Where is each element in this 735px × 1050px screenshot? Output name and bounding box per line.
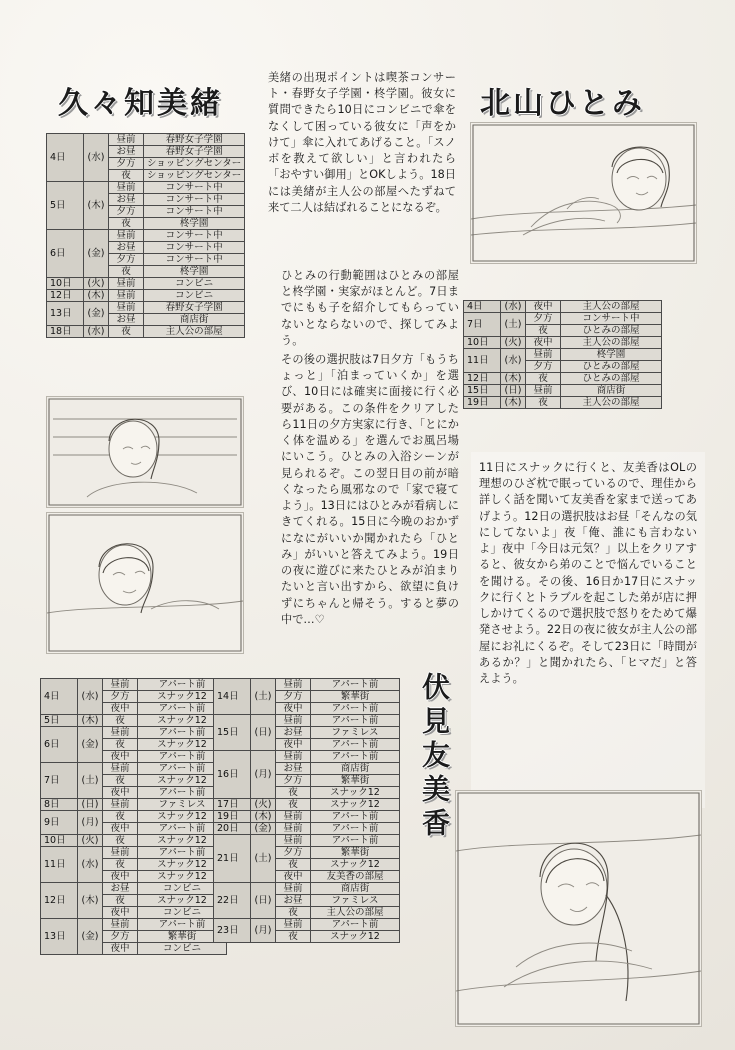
schedule-place: コンサート中 [144, 242, 245, 254]
table-row [41, 679, 227, 691]
illustration-mio-lying [46, 512, 244, 654]
schedule-weekday: (木) [78, 715, 103, 727]
schedule-time: 昼前 [276, 679, 311, 691]
schedule-weekday: (土) [501, 313, 526, 337]
schedule-weekday: (木) [84, 290, 109, 302]
schedule-time: 夕方 [276, 847, 311, 859]
schedule-time: 昼前 [526, 349, 561, 361]
schedule-place: 柊学園 [561, 349, 662, 361]
schedule-time: 夜中 [103, 943, 138, 955]
schedule-date: 7日 [464, 313, 501, 337]
schedule-place: スナック12 [138, 775, 227, 787]
schedule-place: ひとみの部屋 [561, 373, 662, 385]
schedule-date: 10日 [41, 835, 78, 847]
schedule-time: 夜中 [103, 871, 138, 883]
schedule-place: アパート前 [311, 739, 400, 751]
schedule-time: 昼前 [103, 763, 138, 775]
schedule-date: 5日 [47, 182, 84, 230]
schedule-place: アパート前 [138, 751, 227, 763]
schedule-time: お昼 [109, 194, 144, 206]
schedule-time: お昼 [276, 763, 311, 775]
schedule-weekday: (木) [501, 373, 526, 385]
table-row [464, 313, 662, 325]
schedule-weekday: (火) [84, 278, 109, 290]
schedule-date: 18日 [47, 326, 84, 338]
schedule-time: 夜中 [103, 787, 138, 799]
section-heading-yumika: 伏見友美香 [418, 672, 451, 842]
table-row [47, 290, 245, 302]
schedule-time: お昼 [109, 314, 144, 326]
schedule-weekday: (月) [251, 751, 276, 799]
schedule-time: 昼前 [103, 727, 138, 739]
table-row [47, 182, 245, 194]
table-row [41, 835, 227, 847]
illustration-hitomi-bed [470, 122, 697, 264]
table-row [41, 811, 227, 823]
schedule-place: 春野女子学園 [144, 134, 245, 146]
schedule-weekday: (日) [501, 385, 526, 397]
schedule-place: コンサート中 [144, 194, 245, 206]
schedule-time: お昼 [276, 727, 311, 739]
schedule-date: 15日 [464, 385, 501, 397]
schedule-place: コンビニ [138, 907, 227, 919]
schedule-place: 繁華街 [311, 847, 400, 859]
schedule-place: アパート前 [311, 811, 400, 823]
schedule-time: 夜 [526, 325, 561, 337]
schedule-date: 4日 [41, 679, 78, 715]
schedule-weekday: (日) [251, 715, 276, 751]
schedule-place: アパート前 [138, 679, 227, 691]
schedule-place: 主人公の部屋 [561, 301, 662, 313]
schedule-place: 繁華街 [138, 931, 227, 943]
schedule-weekday: (火) [501, 337, 526, 349]
schedule-place: アパート前 [138, 847, 227, 859]
schedule-time: 夕方 [103, 691, 138, 703]
table-row [464, 373, 662, 385]
schedule-weekday: (金) [84, 230, 109, 278]
schedule-place: アパート前 [138, 727, 227, 739]
schedule-place: 商店街 [311, 883, 400, 895]
schedule-place: 主人公の部屋 [561, 397, 662, 409]
schedule-place: スナック12 [311, 787, 400, 799]
schedule-weekday: (日) [251, 883, 276, 919]
schedule-time: 昼前 [103, 847, 138, 859]
schedule-time: 夜中 [103, 703, 138, 715]
schedule-date: 12日 [464, 373, 501, 385]
schedule-place: 柊学園 [144, 266, 245, 278]
schedule-time: 昼前 [109, 182, 144, 194]
schedule-place: コンビニ [138, 883, 227, 895]
table-row [47, 134, 245, 146]
schedule-place: 商店街 [561, 385, 662, 397]
schedule-time: 夜 [526, 397, 561, 409]
schedule-date: 9日 [41, 811, 78, 835]
table-row [214, 715, 400, 727]
schedule-date: 22日 [214, 883, 251, 919]
schedule-date: 7日 [41, 763, 78, 799]
schedule-date: 16日 [214, 751, 251, 799]
schedule-place: アパート前 [311, 679, 400, 691]
schedule-place: 友美香の部屋 [311, 871, 400, 883]
section-heading-hitomi: 北山ひとみ [480, 86, 645, 121]
schedule-time: 昼前 [103, 919, 138, 931]
schedule-date: 4日 [47, 134, 84, 182]
schedule-date: 13日 [41, 919, 78, 955]
schedule-time: 夜 [103, 895, 138, 907]
schedule-time: 夜 [276, 799, 311, 811]
schedule-date: 5日 [41, 715, 78, 727]
table-row [464, 385, 662, 397]
schedule-date: 6日 [47, 230, 84, 278]
schedule-place: コンサート中 [144, 206, 245, 218]
schedule-place: 繁華街 [311, 691, 400, 703]
schedule-time: 夜 [109, 170, 144, 182]
table-row [47, 302, 245, 314]
table-row [47, 326, 245, 338]
schedule-time: 昼前 [109, 278, 144, 290]
schedule-place: スナック12 [138, 895, 227, 907]
schedule-date: 4日 [464, 301, 501, 313]
schedule-weekday: (木) [251, 811, 276, 823]
schedule-weekday: (火) [78, 835, 103, 847]
schedule-place: 主人公の部屋 [561, 337, 662, 349]
schedule-weekday: (金) [251, 823, 276, 835]
schedule-weekday: (火) [251, 799, 276, 811]
schedule-table-mio [46, 133, 245, 338]
schedule-time: 昼前 [276, 835, 311, 847]
schedule-time: 夜中 [103, 823, 138, 835]
schedule-time: 昼前 [276, 751, 311, 763]
schedule-time: 夜 [103, 775, 138, 787]
table-row [47, 230, 245, 242]
schedule-weekday: (土) [78, 763, 103, 799]
schedule-time: 夜 [103, 835, 138, 847]
schedule-date: 10日 [464, 337, 501, 349]
schedule-date: 19日 [214, 811, 251, 823]
schedule-time: 夕方 [526, 361, 561, 373]
schedule-weekday: (木) [501, 397, 526, 409]
schedule-place: アパート前 [138, 919, 227, 931]
schedule-place: ショッピングセンター [144, 158, 245, 170]
schedule-place: 商店街 [144, 314, 245, 326]
schedule-time: 昼前 [103, 799, 138, 811]
schedule-place: 主人公の部屋 [311, 907, 400, 919]
table-row [214, 799, 400, 811]
schedule-time: 夕方 [526, 313, 561, 325]
schedule-place: ひとみの部屋 [561, 361, 662, 373]
table-row [214, 823, 400, 835]
schedule-weekday: (水) [84, 326, 109, 338]
schedule-date: 17日 [214, 799, 251, 811]
schedule-date: 8日 [41, 799, 78, 811]
table-row [214, 883, 400, 895]
schedule-weekday: (土) [251, 679, 276, 715]
schedule-date: 10日 [47, 278, 84, 290]
schedule-date: 13日 [47, 302, 84, 326]
schedule-weekday: (水) [501, 301, 526, 313]
schedule-time: お昼 [109, 146, 144, 158]
schedule-place: スナック12 [311, 931, 400, 943]
schedule-weekday: (土) [251, 835, 276, 883]
schedule-time: 夜 [103, 811, 138, 823]
section-heading-mio: 久々知美緒 [58, 86, 223, 121]
schedule-table-yumika-right [213, 678, 400, 943]
body-text-yumika: 11日にスナックに行くと、友美香はOLの理想のひざ枕で眠っているので、理佳から詳しく話を聞いて友美香を家まで送ってあげよう。12日の選択肢はお昼「そんなの気にしてないよ」夜「俺、誰にも言わないよ」夜中「今日は元気？」以上をクリアすると、彼女から弟のことで悩んでいることを聞ける。その後、16日か17日にスナックに行くとトラブルを起こした弟が店に押しかけてくるので選択肢で怒りをためて爆発させよう。22日の夜に彼女が主人公の部屋にお礼にくるぞ。そして23日に「時間があるか？」と聞かれたら、「ヒマだ」と答えよう。 [471, 452, 705, 808]
schedule-place: コンサート中 [561, 313, 662, 325]
schedule-time: 昼前 [276, 715, 311, 727]
schedule-place: 商店街 [311, 763, 400, 775]
schedule-place: アパート前 [311, 835, 400, 847]
schedule-time: 夜中 [276, 871, 311, 883]
table-row [41, 727, 227, 739]
schedule-time: お昼 [109, 242, 144, 254]
schedule-time: 昼前 [276, 919, 311, 931]
schedule-place: ショッピングセンター [144, 170, 245, 182]
schedule-place: ファミレス [138, 799, 227, 811]
schedule-time: 昼前 [276, 883, 311, 895]
schedule-time: 夜中 [276, 703, 311, 715]
schedule-place: スナック12 [138, 739, 227, 751]
schedule-table-hitomi [463, 300, 662, 409]
schedule-weekday: (金) [84, 302, 109, 326]
schedule-place: ファミレス [311, 727, 400, 739]
schedule-date: 15日 [214, 715, 251, 751]
schedule-date: 11日 [464, 349, 501, 373]
schedule-time: 昼前 [109, 230, 144, 242]
schedule-time: 夜 [276, 907, 311, 919]
schedule-place: アパート前 [311, 823, 400, 835]
schedule-place: スナック12 [138, 691, 227, 703]
schedule-date: 21日 [214, 835, 251, 883]
schedule-place: スナック12 [311, 859, 400, 871]
table-row [464, 397, 662, 409]
schedule-time: 夜中 [526, 301, 561, 313]
schedule-place: ファミレス [311, 895, 400, 907]
schedule-time: 夕方 [109, 206, 144, 218]
schedule-date: 14日 [214, 679, 251, 715]
schedule-weekday: (水) [84, 134, 109, 182]
schedule-weekday: (水) [501, 349, 526, 373]
schedule-place: 春野女子学園 [144, 302, 245, 314]
schedule-time: 夜 [109, 326, 144, 338]
schedule-weekday: (金) [78, 727, 103, 763]
schedule-time: 夜 [526, 373, 561, 385]
table-row [214, 919, 400, 931]
schedule-weekday: (金) [78, 919, 103, 955]
schedule-time: 夕方 [103, 931, 138, 943]
schedule-time: 昼前 [276, 823, 311, 835]
schedule-time: 昼前 [276, 811, 311, 823]
schedule-place: アパート前 [311, 919, 400, 931]
schedule-date: 12日 [47, 290, 84, 302]
schedule-time: 夜 [276, 931, 311, 943]
table-row [214, 811, 400, 823]
schedule-place: コンサート中 [144, 230, 245, 242]
table-row [464, 337, 662, 349]
schedule-date: 20日 [214, 823, 251, 835]
schedule-time: 昼前 [109, 134, 144, 146]
schedule-place: ひとみの部屋 [561, 325, 662, 337]
table-row [464, 349, 662, 361]
schedule-time: 夕方 [109, 254, 144, 266]
schedule-time: 昼前 [109, 302, 144, 314]
schedule-time: 昼前 [103, 679, 138, 691]
schedule-time: 夜 [103, 859, 138, 871]
schedule-time: 夜中 [526, 337, 561, 349]
schedule-time: 夕方 [276, 775, 311, 787]
schedule-place: コンサート中 [144, 182, 245, 194]
schedule-place: スナック12 [138, 859, 227, 871]
table-row [41, 799, 227, 811]
schedule-place: コンビニ [144, 290, 245, 302]
schedule-weekday: (月) [251, 919, 276, 943]
illustration-mio-window [46, 396, 244, 508]
schedule-date: 12日 [41, 883, 78, 919]
schedule-weekday: (水) [78, 847, 103, 883]
schedule-weekday: (日) [78, 799, 103, 811]
schedule-place: アパート前 [311, 751, 400, 763]
schedule-date: 23日 [214, 919, 251, 943]
schedule-date: 19日 [464, 397, 501, 409]
schedule-time: 夜 [109, 218, 144, 230]
schedule-weekday: (水) [78, 679, 103, 715]
illustration-yumika-reclining [455, 790, 702, 1027]
schedule-place: スナック12 [311, 799, 400, 811]
table-row [41, 847, 227, 859]
intro-text-hitomi: ひとみの行動範囲はひとみの部屋と柊学園・実家がほとんど。7日までにもも子を紹介してもらっていないとならないので、探してみよう。 [281, 269, 459, 347]
table-row [41, 763, 227, 775]
schedule-place: スナック12 [138, 715, 227, 727]
schedule-place: スナック12 [138, 871, 227, 883]
schedule-place: 春野女子学園 [144, 146, 245, 158]
schedule-place: アパート前 [311, 703, 400, 715]
table-row [41, 883, 227, 895]
schedule-place: コンサート中 [144, 254, 245, 266]
schedule-date: 6日 [41, 727, 78, 763]
table-row [214, 751, 400, 763]
schedule-time: 夜中 [276, 739, 311, 751]
schedule-place: 繁華街 [311, 775, 400, 787]
schedule-time: 夜 [276, 787, 311, 799]
schedule-place: 柊学園 [144, 218, 245, 230]
schedule-time: お昼 [276, 895, 311, 907]
table-row [214, 835, 400, 847]
schedule-weekday: (木) [78, 883, 103, 919]
intro-text-mio: 美緒の出現ポイントは喫茶コンサート・春野女子学園・柊学園。彼女に質問できたら10日にコンビニで傘をなくして困っている彼女に「声をかけて」傘に入れてあげること。「スノボを教えて欲しい」と言われたら「おやすい御用」とOKしよう。18日には美緒が主人公の部屋へたずねて来て二人は結ばれることになるぞ。 [268, 71, 456, 214]
schedule-weekday: (月) [78, 811, 103, 835]
schedule-time: 昼前 [109, 290, 144, 302]
schedule-time: 夜 [103, 715, 138, 727]
schedule-place: コンビニ [138, 943, 227, 955]
schedule-time: 夜中 [103, 751, 138, 763]
schedule-weekday: (木) [84, 182, 109, 230]
schedule-time: 夜中 [103, 907, 138, 919]
schedule-place: アパート前 [138, 823, 227, 835]
schedule-time: 昼前 [526, 385, 561, 397]
schedule-place: スナック12 [138, 835, 227, 847]
table-row [41, 715, 227, 727]
schedule-place: アパート前 [138, 703, 227, 715]
schedule-table-yumika-left [40, 678, 227, 955]
schedule-time: 夜 [103, 739, 138, 751]
table-row [41, 919, 227, 931]
schedule-time: 夜 [276, 859, 311, 871]
schedule-place: スナック12 [138, 811, 227, 823]
schedule-time: 夜 [109, 266, 144, 278]
schedule-time: 夕方 [276, 691, 311, 703]
schedule-date: 11日 [41, 847, 78, 883]
table-row [47, 278, 245, 290]
schedule-place: 主人公の部屋 [144, 326, 245, 338]
schedule-time: お昼 [103, 883, 138, 895]
schedule-place: アパート前 [138, 787, 227, 799]
schedule-place: アパート前 [311, 715, 400, 727]
table-row [214, 679, 400, 691]
schedule-time: 夕方 [109, 158, 144, 170]
schedule-place: アパート前 [138, 763, 227, 775]
table-row [464, 301, 662, 313]
schedule-place: コンビニ [144, 278, 245, 290]
body-text-hitomi: その後の選択肢は7日夕方「もうちょっと」「泊まっていくか」を選び、10日には確実に面接に行く必要がある。この条件をクリアしたら11日の夕方実家に行き、「とにかく体を温める」を選んでお風呂場にいこう。ひとみの入浴シーンが見られるぞ。この翌日目の前が暗くなったら風邪なので「家で寝てよう」。13日にはひとみが看病しにきてくれる。15日に今晩のおかずになにがいいか聞かれたら「ひとみ」がいいと答えてみよう。19日の夜に遊びに来たひとみが泊まりたいと言い出すから、欲望に負けずにちゃんと帰そう。すると夢の中で…♡ [281, 353, 459, 626]
